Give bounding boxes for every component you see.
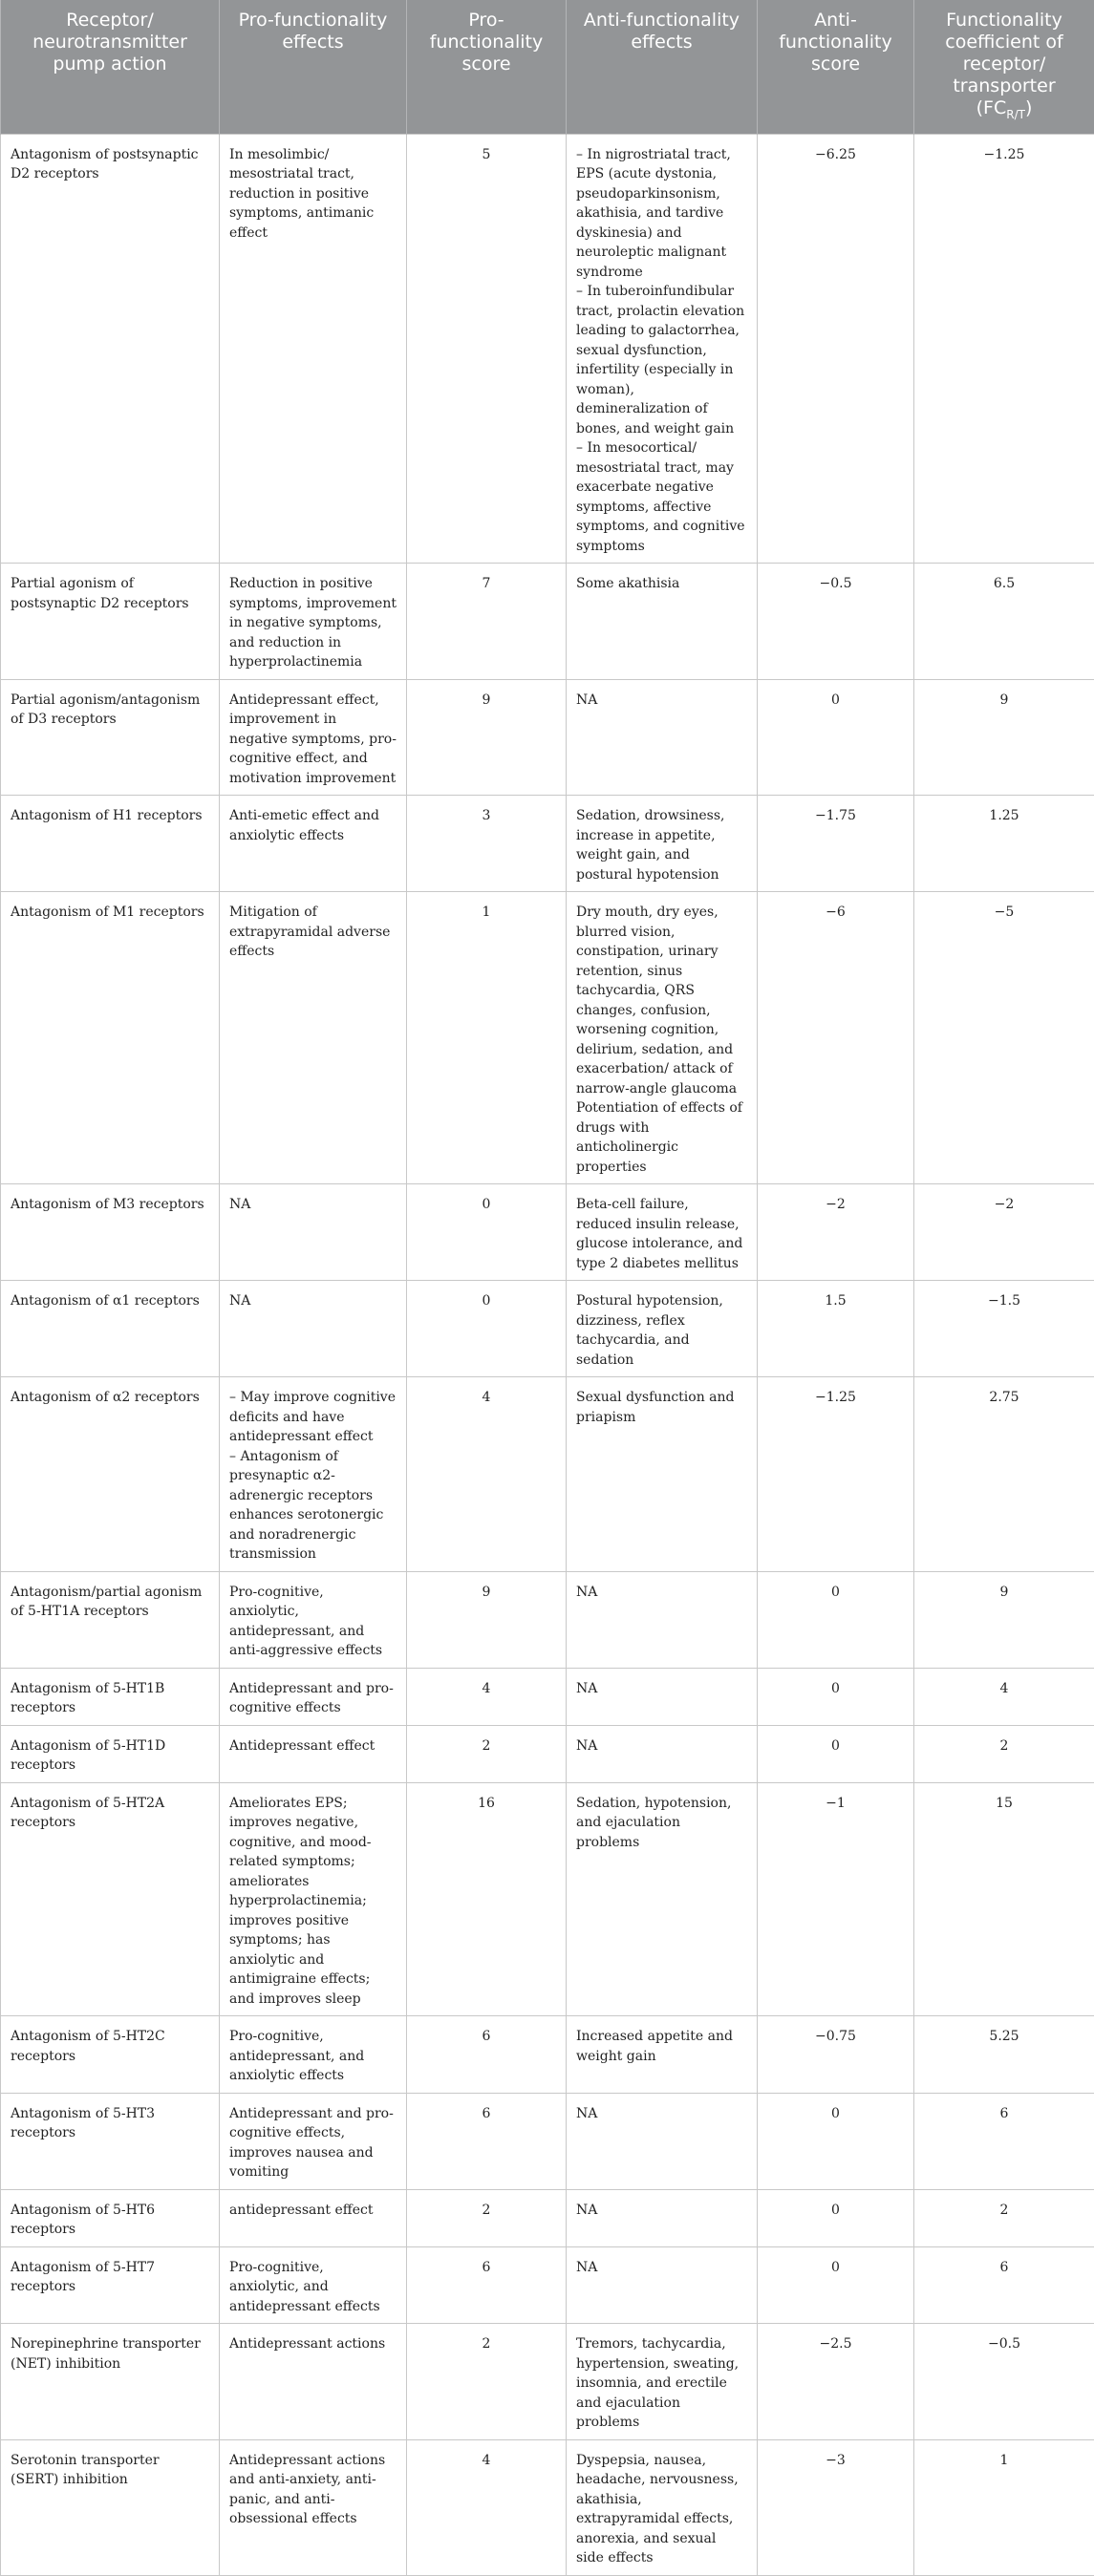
cell-fc: 6	[914, 2093, 1094, 2189]
table-row	[1, 2439, 1094, 2575]
cell-fc: 9	[914, 679, 1094, 796]
cell-pro-effects: – May improve cognitive deficits and have antidepressant effect – Antagonism of presynaptic α2-adrenergic receptors enhances serotonergic and noradrenergic transmission	[220, 1377, 407, 1572]
table-row	[1, 134, 1094, 564]
table-row	[1, 2324, 1094, 2440]
cell-pro-score: 7	[407, 564, 567, 680]
cell-anti-score: 0	[758, 1725, 914, 1782]
cell-anti-score: 0	[758, 2246, 914, 2324]
cell-fc: 15	[914, 1782, 1094, 2016]
cell-pro-score: 2	[407, 2189, 567, 2246]
cell-receptor-action: Antagonism of α1 receptors	[1, 1281, 220, 1377]
cell-receptor-action: Antagonism of 5-HT2C receptors	[1, 2016, 220, 2094]
cell-anti-effects: NA	[567, 2246, 758, 2324]
cell-anti-score: 1.5	[758, 1281, 914, 1377]
cell-pro-score: 0	[407, 1281, 567, 1377]
cell-pro-effects: Pro-cognitive, anxiolytic, antidepressant, and anti-aggressive effects	[220, 1571, 407, 1668]
header-fc-subscript: R/T	[1006, 108, 1025, 121]
table-row	[1, 1184, 1094, 1281]
header-pro-score: Pro- functionality score	[407, 0, 567, 134]
cell-pro-score: 0	[407, 1184, 567, 1281]
table-row	[1, 796, 1094, 892]
cell-fc: 6.5	[914, 564, 1094, 680]
cell-pro-score: 6	[407, 2246, 567, 2324]
cell-fc: 2	[914, 2189, 1094, 2246]
cell-pro-score: 2	[407, 2324, 567, 2440]
cell-pro-effects: NA	[220, 1184, 407, 1281]
cell-anti-score: 0	[758, 1668, 914, 1725]
cell-pro-effects: Mitigation of extrapyramidal adverse effects	[220, 892, 407, 1184]
cell-pro-effects: Antidepressant actions and anti-anxiety, anti-panic, and anti-obsessional effects	[220, 2439, 407, 2575]
cell-anti-effects: NA	[567, 2093, 758, 2189]
cell-pro-score: 6	[407, 2016, 567, 2094]
header-fc-close: )	[1025, 97, 1032, 118]
cell-anti-score: −2	[758, 1184, 914, 1281]
cell-receptor-action: Antagonism of H1 receptors	[1, 796, 220, 892]
cell-anti-effects: Sexual dysfunction and priapism	[567, 1377, 758, 1572]
cell-anti-effects: NA	[567, 1725, 758, 1782]
cell-fc: 4	[914, 1668, 1094, 1725]
cell-anti-score: −1	[758, 1782, 914, 2016]
cell-anti-effects: Dyspepsia, nausea, headache, nervousness, akathisia, extrapyramidal effects, anorexia, and sexual side effects	[567, 2439, 758, 2575]
cell-fc: 9	[914, 1571, 1094, 1668]
cell-pro-effects: In mesolimbic/ mesostriatal tract, reduction in positive symptoms, antimanic effect	[220, 134, 407, 564]
cell-fc: 1	[914, 2439, 1094, 2575]
cell-anti-effects: NA	[567, 2189, 758, 2246]
cell-receptor-action: Antagonism of M3 receptors	[1, 1184, 220, 1281]
table-row	[1, 1782, 1094, 2016]
cell-pro-effects: Pro-cognitive, antidepressant, and anxiolytic effects	[220, 2016, 407, 2094]
cell-receptor-action: Antagonism of 5-HT1B receptors	[1, 1668, 220, 1725]
cell-pro-score: 5	[407, 134, 567, 564]
table-row	[1, 2016, 1094, 2094]
cell-fc: 2	[914, 1725, 1094, 1782]
cell-pro-score: 9	[407, 1571, 567, 1668]
cell-pro-effects: antidepressant effect	[220, 2189, 407, 2246]
cell-receptor-action: Antagonism of M1 receptors	[1, 892, 220, 1184]
cell-pro-effects: Antidepressant and pro-cognitive effects, improves nausea and vomiting	[220, 2093, 407, 2189]
cell-anti-effects: Sedation, hypotension, and ejaculation problems	[567, 1782, 758, 2016]
cell-anti-effects: Sedation, drowsiness, increase in appetite, weight gain, and postural hypotension	[567, 796, 758, 892]
cell-pro-effects: Anti-emetic effect and anxiolytic effects	[220, 796, 407, 892]
cell-fc: 2.75	[914, 1377, 1094, 1572]
cell-fc: 6	[914, 2246, 1094, 2324]
cell-receptor-action: Partial agonism/antagonism of D3 receptors	[1, 679, 220, 796]
header-anti-effects: Anti-functionality effects	[567, 0, 758, 134]
cell-receptor-action: Antagonism/partial agonism of 5-HT1A receptors	[1, 1571, 220, 1668]
header-fc-label: Functionality coefficient of receptor/ transporter	[945, 10, 1062, 96]
header-anti-score: Anti- functionality score	[758, 0, 914, 134]
table-row	[1, 2093, 1094, 2189]
cell-anti-score: −1.25	[758, 1377, 914, 1572]
cell-fc: −1.5	[914, 1281, 1094, 1377]
table-row	[1, 1281, 1094, 1377]
cell-anti-score: 0	[758, 679, 914, 796]
cell-anti-score: −1.75	[758, 796, 914, 892]
cell-pro-score: 2	[407, 1725, 567, 1782]
cell-pro-score: 4	[407, 1668, 567, 1725]
cell-anti-score: 0	[758, 2189, 914, 2246]
cell-pro-effects: Antidepressant effect, improvement in negative symptoms, pro-cognitive effect, and motivation improvement	[220, 679, 407, 796]
cell-fc: −5	[914, 892, 1094, 1184]
cell-anti-effects: Some akathisia	[567, 564, 758, 680]
table-row	[1, 564, 1094, 680]
table-header	[1, 0, 1094, 134]
cell-pro-effects: NA	[220, 1281, 407, 1377]
cell-fc: −1.25	[914, 134, 1094, 564]
cell-fc: 5.25	[914, 2016, 1094, 2094]
table-row	[1, 2246, 1094, 2324]
cell-anti-effects: Beta-cell failure, reduced insulin release, glucose intolerance, and type 2 diabetes mellitus	[567, 1184, 758, 1281]
cell-anti-effects: NA	[567, 679, 758, 796]
table-row	[1, 1377, 1094, 1572]
cell-receptor-action: Norepinephrine transporter (NET) inhibition	[1, 2324, 220, 2440]
cell-anti-score: 0	[758, 1571, 914, 1668]
table-row	[1, 2189, 1094, 2246]
cell-pro-effects: Reduction in positive symptoms, improvement in negative symptoms, and reduction in hyperprolactinemia	[220, 564, 407, 680]
cell-anti-effects: NA	[567, 1668, 758, 1725]
cell-anti-score: −0.75	[758, 2016, 914, 2094]
cell-receptor-action: Antagonism of α2 receptors	[1, 1377, 220, 1572]
table-row	[1, 1725, 1094, 1782]
cell-receptor-action: Antagonism of 5-HT2A receptors	[1, 1782, 220, 2016]
cell-anti-effects: Dry mouth, dry eyes, blurred vision, constipation, urinary retention, sinus tachycardia, QRS changes, confusion, worsening cognition, delirium, sedation, and exacerbation/ attack of narrow-angle glaucoma Potentiation of effects of drugs with anticholinergic properties	[567, 892, 758, 1184]
header-row	[1, 0, 1094, 134]
cell-anti-score: 0	[758, 2093, 914, 2189]
cell-receptor-action: Antagonism of 5-HT6 receptors	[1, 2189, 220, 2246]
cell-anti-score: −6.25	[758, 134, 914, 564]
table-row	[1, 892, 1094, 1184]
table-row	[1, 1668, 1094, 1725]
cell-anti-score: −6	[758, 892, 914, 1184]
cell-anti-effects: Increased appetite and weight gain	[567, 2016, 758, 2094]
cell-pro-score: 1	[407, 892, 567, 1184]
cell-anti-effects: Tremors, tachycardia, hypertension, sweating, insomnia, and erectile and ejaculation problems	[567, 2324, 758, 2440]
cell-fc: −2	[914, 1184, 1094, 1281]
cell-pro-effects: Antidepressant actions	[220, 2324, 407, 2440]
cell-pro-effects: Antidepressant and pro-cognitive effects	[220, 1668, 407, 1725]
cell-fc: −0.5	[914, 2324, 1094, 2440]
cell-pro-effects: Ameliorates EPS; improves negative, cognitive, and mood-related symptoms; ameliorates hyperprolactinemia; improves positive symptoms; has anxiolytic and antimigraine effects; and improves sleep	[220, 1782, 407, 2016]
cell-pro-score: 4	[407, 2439, 567, 2575]
cell-receptor-action: Serotonin transporter (SERT) inhibition	[1, 2439, 220, 2575]
cell-anti-effects: – In nigrostriatal tract, EPS (acute dystonia, pseudoparkinsonism, akathisia, and tardive dyskinesia) and neuroleptic malignant syndrome – In tuberoinfundibular tract, prolactin elevation leading to galactorrhea, sexual dysfunction, infertility (especially in woman), demineralization of bones, and weight gain – In mesocortical/ mesostriatal tract, may exacerbate negative symptoms, affective symptoms, and cognitive symptoms	[567, 134, 758, 564]
table-body	[1, 134, 1094, 2575]
cell-receptor-action: Antagonism of 5-HT1D receptors	[1, 1725, 220, 1782]
cell-anti-score: −2.5	[758, 2324, 914, 2440]
table-row	[1, 1571, 1094, 1668]
table-row	[1, 679, 1094, 796]
cell-receptor-action: Partial agonism of postsynaptic D2 receptors	[1, 564, 220, 680]
header-receptor-action: Receptor/ neurotransmitter pump action	[1, 0, 220, 134]
cell-anti-score: −3	[758, 2439, 914, 2575]
cell-pro-score: 3	[407, 796, 567, 892]
header-pro-effects: Pro-functionality effects	[220, 0, 407, 134]
cell-anti-score: −0.5	[758, 564, 914, 680]
cell-pro-effects: Pro-cognitive, anxiolytic, and antidepressant effects	[220, 2246, 407, 2324]
cell-pro-score: 4	[407, 1377, 567, 1572]
cell-anti-effects: NA	[567, 1571, 758, 1668]
cell-fc: 1.25	[914, 796, 1094, 892]
cell-pro-score: 9	[407, 679, 567, 796]
header-fc-abbr: (FC	[976, 97, 1007, 118]
cell-receptor-action: Antagonism of 5-HT7 receptors	[1, 2246, 220, 2324]
cell-pro-effects: Antidepressant effect	[220, 1725, 407, 1782]
header-functionality-coefficient	[914, 0, 1094, 134]
cell-pro-score: 6	[407, 2093, 567, 2189]
cell-anti-effects: Postural hypotension, dizziness, reflex tachycardia, and sedation	[567, 1281, 758, 1377]
cell-pro-score: 16	[407, 1782, 567, 2016]
cell-receptor-action: Antagonism of 5-HT3 receptors	[1, 2093, 220, 2189]
cell-receptor-action: Antagonism of postsynaptic D2 receptors	[1, 134, 220, 564]
